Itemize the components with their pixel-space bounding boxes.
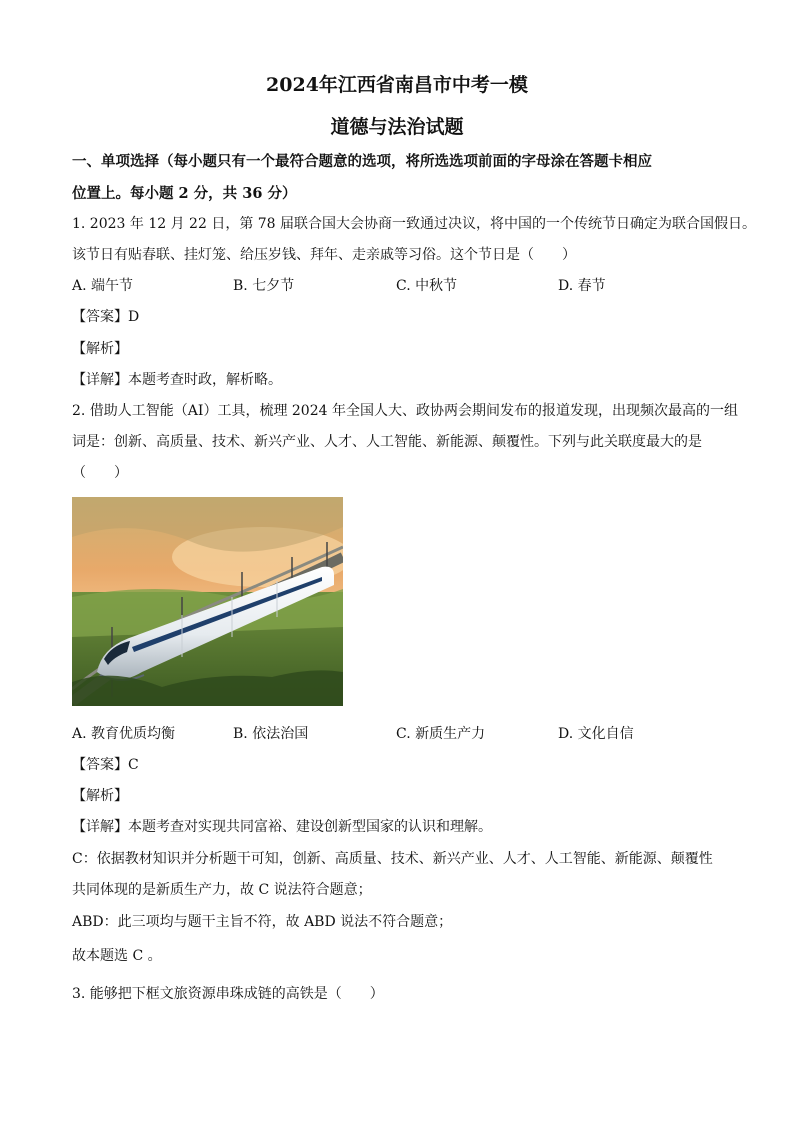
q1-stem-line1: 1. 2023 年 12 月 22 日，第 78 届联合国大会协商一致通过决议，将中国的一个传统节日确定为联合国假日。 — [72, 216, 757, 232]
q1-option-c: C. 中秋节 — [396, 278, 458, 294]
q1-option-b: B. 七夕节 — [233, 278, 295, 294]
q2-explanation-line1: C：依据教材知识并分析题干可知，创新、高质量、技术、新兴产业、人才、人工智能、新能源、颠覆性 — [72, 851, 713, 867]
q1-option-a: A. 端午节 — [72, 278, 134, 294]
q1-answer: 【答案】D — [72, 309, 140, 325]
q2-option-b: B. 依法治国 — [233, 726, 309, 742]
q2-explanation-line2: 共同体现的是新质生产力，故 C 说法符合题意； — [72, 882, 372, 898]
q3-stem-line1: 3. 能够把下框文旅资源串珠成链的高铁是（ ） — [72, 986, 384, 1002]
q2-detail: 【详解】本题考查对实现共同富裕、建设创新型国家的认识和理解。 — [72, 819, 492, 835]
q1-detail: 【详解】本题考查时政，解析略。 — [72, 372, 282, 388]
q2-stem-line3: （ ） — [72, 465, 128, 481]
q2-explanation-line4: 故本题选 C 。 — [72, 948, 162, 964]
q2-option-d: D. 文化自信 — [558, 726, 634, 742]
page-title: 2024年江西省南昌市中考一模 — [266, 74, 528, 96]
q2-stem-line2: 词是：创新、高质量、技术、新兴产业、人才、人工智能、新能源、颠覆性。下列与此关联度最大的是 — [72, 434, 702, 450]
q2-answer: 【答案】C — [72, 757, 139, 773]
page-subtitle: 道德与法治试题 — [330, 116, 464, 138]
q2-option-c: C. 新质生产力 — [396, 726, 486, 742]
q1-stem-line2: 该节日有贴春联、挂灯笼、给压岁钱、拜年、走亲戚等习俗。这个节日是（ ） — [72, 247, 576, 263]
q1-option-d: D. 春节 — [558, 278, 606, 294]
q2-explanation-line3: ABD：此三项均与题干主旨不符，故 ABD 说法不符合题意； — [72, 914, 453, 930]
section-heading-line2: 位置上。每小题 2 分，共 36 分） — [72, 185, 297, 202]
section-heading-line1: 一、单项选择（每小题只有一个最符合题意的选项，将所选选项前面的字母涂在答题卡相应 — [72, 153, 652, 170]
q1-analysis-label: 【解析】 — [72, 341, 128, 357]
q2-stem-line1: 2. 借助人工智能（AI）工具，梳理 2024 年全国人大、政协两会期间发布的报道发现，出现频次最高的一组 — [72, 403, 738, 419]
q2-option-a: A. 教育优质均衡 — [72, 726, 176, 742]
high-speed-train-photo — [72, 497, 343, 706]
q2-analysis-label: 【解析】 — [72, 788, 128, 804]
